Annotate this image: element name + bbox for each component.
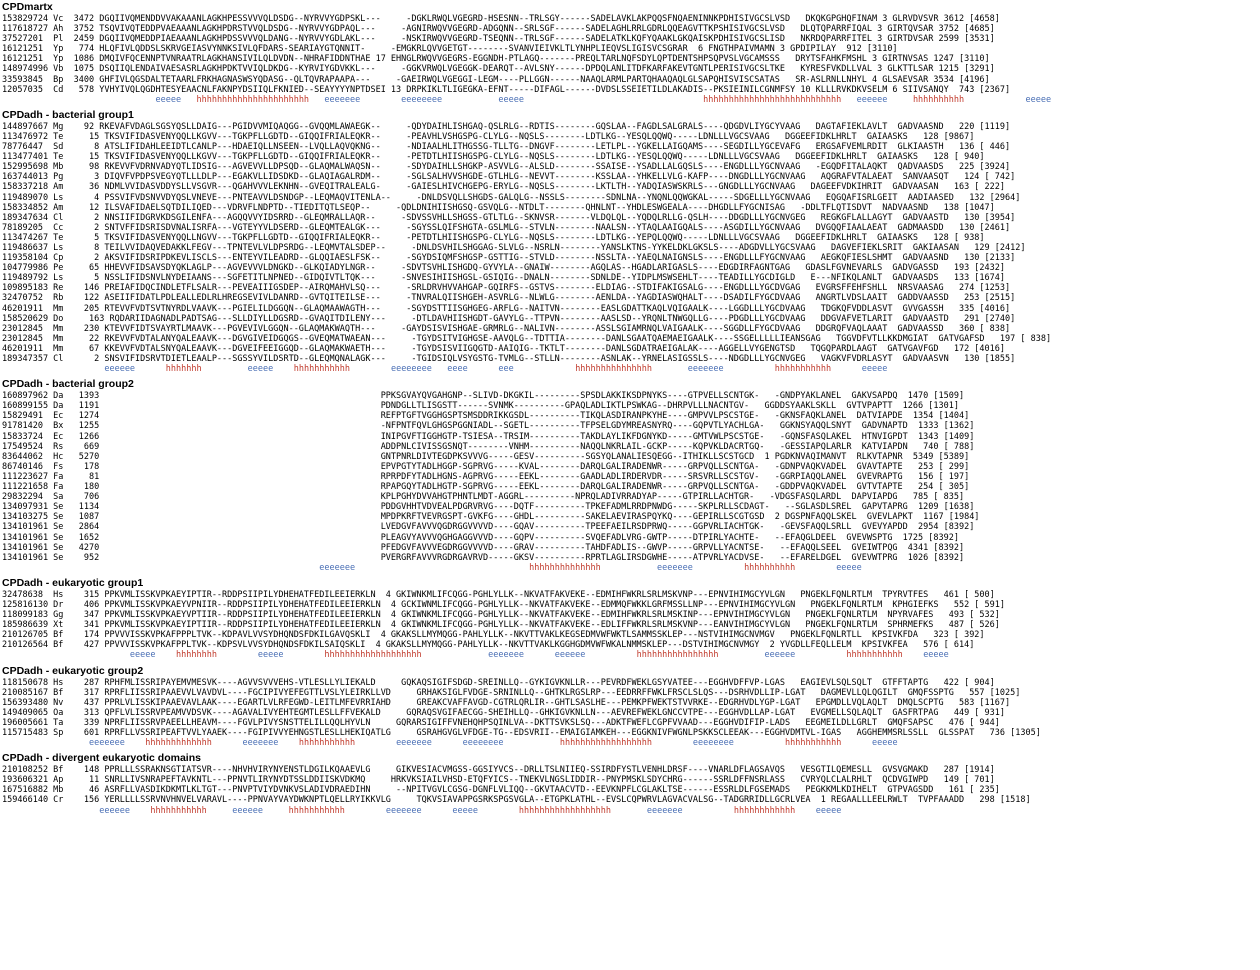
alignment-figure	[2, 1, 1258, 816]
alignment-row: 125816130 Dr 406 PPKVMLISSKVPKAEYVPNIIR--RDDPSIIPILYDHEHATFEDILEEIERKLN 4 GCKIWNMLIFCQGG-PGHLYLLK--NKVATFAKVEKE--EDMMQFWKKLGRFMSSLLNP---EPNVIHIMGCYVLGN PNGEKLFQNLRTLM KPHGIEFKS 552 [ 591]	[2, 599, 1006, 610]
alignment-row: 149409065 Oa 313 QPFLVLISSRVPEAMVVDSVK----AGAVALIVYEHTEGMTLESLLFFVEKALD GQRAQSVGIFAECGG-SHEIHLLQ--GHKIGVKNLLN---AEVREFWEKLGNCCVTPE---EGGHVDLLAP-LGAT EVGMELLSQLAQLT GASFRTPAG 449 [ 931]	[2, 707, 1006, 718]
alignment-row: 160899155 Da 1191 PDNDGLLTLISGSTT------SVNMK----------GPAQLADLIKTLPSWKAG--DHRPVLLLNACNTGV- GGDDSYAAKLSKLL GVTVPAPTT 1266 [1301]	[2, 401, 959, 412]
alignment-row: 193606321 Ap 11 SNRLLIVSNRAPEFTAVKNTL---PPNVTLIRYNYDTSSLDDIISKVDKMQ HRKVKSIAILVHSD-ETQFYICS--TNEKVLNGSLIDDIR--PNYPMSKLSDYCHRG------SSRLDFFNSRLASS CVRYQLCLALRHLT QCDVGIWPD 149 [ 701]	[2, 775, 995, 786]
group-title: CPDmartx	[2, 1, 53, 13]
alignment-row: 16121251 Yp 774 HLQFIVLQDDSLSKRVGEIASVYNNKSIVLQFDARS-SEARIAYGTQNNIT- -EMGKRLQVVGETGT--------SVANVIEIVKLTLYNHPLIEQVSLIGISVCSGRAR 6 FNGTHPAIVMAMN 3 GPDIPILAY 912 [3110]	[2, 44, 898, 55]
alignment-row: 158520629 Do 163 RQDARIIDAGNADLPADTSAG---SLLDIYLLDGSRD--GVAQITDILENY--- -DTLDAVHIISHGDT-GAVYLG--TTPVN--------AASLSD--YRQNLTNWGQLLG----PDGDLLLYGCDVAAG DDGVAFVETLARIT GADVAASTD 291 [2740]	[2, 313, 1016, 324]
alignment-row: 91781420 Bx 1255 -NFPNTFQVLGHGSPGGNIADL--SGETL----------TFPSELGDYMREASNYRQ----GQPVTLYACHLGA- GGKNSYAQQLSNYT GADVNAPTD 1333 [1362]	[2, 421, 975, 432]
alignment-row: 210085167 Bf 317 RPRFLIISSRIPAAEVVLVAVDVL----FGCIPIVYEFEGTTLVSLYLEIRKLLVD GRHAKSIGLFVDGE-SRNINLLQ--GHTKLRGSLRP---EEDRRFFWKLFRSCLSLQS---DSRHVDLLIP-LGAT DAGMEVLLQLQGILT GMQFSSPTG 557 [1025]	[2, 687, 1021, 698]
alignment-row: 118099183 Gg 347 PPKVMLISSKVPKAEYVPTIIR--RDDPSIIPILYDHEHATFEDILEEIERKLN 4 GKIWNKMLIFCQGG-PGHLYLLK--NKVATFAKVEKE--EDMIHFWKRLSRLMSKINP---EPNVIHIMGCYVLGN PNGEKLFQNLRTLM NPYRVAFES 493 [ 532]	[2, 610, 1000, 621]
alignment-row: 210108252 Bf 148 PPRLLLSSRAKNSGTIATSVR----NHVHVIRYNYENSTLDGILKQAAEVLG GIKVESIACVMGSS-GGSIYVCS--DRLLTSLNIIEQ-SSIRDFYSTLVENHLDRSF----VNARLDFLAGSAVQS VESGTILQEMESLL GVSVGMAKD 287 [1914]	[2, 765, 995, 776]
alignment-row: 196005661 Ta 339 NPRFLIISSRVPAEELLHEAVM----FGVLPIVYSNSTTELILLQQLHYVLN GQRARSIGIFFVNEHQHPSQINLVA--DKTTSVKSLSQ---ADKTFWEFLCGPFVVAAD---EGGHVDIFIP-LADS EEGMEILDLLGRLT GMQFSAPSC 476 [ 944]	[2, 717, 1000, 728]
alignment-row: 119358104 Cp 2 AKSVIFIDSRIPDKEVLISCLS---ENTEYVILEADRD--GLQQIAESLFSK-- -SGYDSIQMFSHGSP-GSTTIG--STVLD--------NSSLTA--YAEQLNAIGNSLS----ENGDLLLFYGCNVAAG AEGKQFIESLSHMT GADVAASND 130 [2133]	[2, 253, 1016, 264]
alignment-row: 167516882 Mb 46 ASRFLLVASDIKDKMTLKLTGT---PNVPTVIYDVNKVSLADIVDRAEDIHN --NPITVGVLCGSG-DGNFLVLIQQ--GKVTAACVTD--EEVKNPFLCGLAKLTSE------ESSRLDLFGSEMADS PEGKKMLKDIHELT GTPVAGSDD 161 [ 235]	[2, 785, 1000, 796]
alignment-row: 109895183 Re 146 PREIAFIDQCINDLETFLSALR---PEVEAIIIGSDEP--AIRQMAHVLSQ--- -SRLDRVHVVAHGAP-GQIRFS--GSTVS--------ELDIAG--STDIFAKIGSALG----ENGDLLLYGCDVGAG EVGRSFFEHFSHLL NRSVAASAG 274 [1253]	[2, 283, 1011, 294]
secondary-structure-row: eeeeeee hhhhhhhhhhhhh eeeeeee hhhhhhhhhhh eeeeeee eeeeeeee hhhhhhhhhhhhhhhhhh eeeeeeee hhhhhhhhhhh eeeee	[2, 738, 898, 749]
alignment-row: 15833724 Ec 1266 INIPGVFTIGGHGTP-TSIESA--TRSIM----------TAKDLAYLIKFDGNYKD-----GMTVWLPSCSTGE- -GQNSFASQLAKEL HTNVIGPDT 1343 [1409]	[2, 431, 975, 442]
alignment-row: 189347357 Cl 2 SNSVIFIDSRVTDIETLEAALP---SGSSYVILDSRTD--GLEQMQNALAGK--- -TGIDSIQLVSYGSTG-TVMLG--STLLN--------ASNLAK--YRNELASIGSSLS----NDGDLLLYGCNVGEG VAGKVFVDRLASYT GADVAASVN 130 [1855]	[2, 354, 1016, 364]
group-title: CPDadh - divergent eukaryotic domains	[2, 752, 201, 765]
alignment-row: 158337218 Am 36 NDMLVVIDASVDDYSLLVSGVR---QGAHVVVLEKNHN--GVEQITRALEALG- -GAIESLHIVCHGEPG-ERYLG--NQSLS--------LKTLTH--YADQIASWSKRLS---GNGDLLLYGCNVAAG DAGEEFVDKIHRIT GADVAASAN 163 [ 222]	[2, 182, 1006, 193]
secondary-structure-row: eeeeee hhhhhhh eeeee hhhhhhhhhhh eeeeeeee eeee eee hhhhhhhhhhhhhhh eeeeeee hhhhhhhhhhh eeeee	[2, 364, 888, 375]
secondary-structure-row: eeeee hhhhhhhh eeeee hhhhhhhhhhhhhhhhhhh eeeeeee eeeeee hhhhhhhhhhhhhhhh eeeeee hhhhhhhhhhh eeeee	[2, 650, 949, 661]
alignment-row: 12057035 Cd 578 YVHYIVQLQGDHTESYEAACNLFAKNPYDSIIQLFKNIED--SEAYYYYNPTDSEI 13 DRPKIKLTLIGEGKA-EFNT-----DIFAGL------DVDSLSSEIETILDLAKADIS--PKSIEINILCGNMFSY 10 KLLLRVKDKVSELM 6 SIIVSANQY 743 [2367]	[2, 84, 1011, 95]
alignment-row: 23012845 Mm 230 KTEVVFIDTSVAYRTLMAAVK---PGVEVIVLGGQN--GLAQMAKWAQTH--- -GAYDSISVISHGAE-GRMRLG--NALIVN--------ASSLSGIAMRNQLVAIGAALK----SGGDLLFYGCDVAAG DDGRQFVAQLAAAT GADVAASSD 360 [ 838]	[2, 323, 1011, 334]
alignment-row: 113477401 Te 15 TKSVIFIDASVENYQQLLKGVV---TGKPFLLGDTD--GIQQIFRIALEQKR-- -PETDTLHIISHGSPG-CLYLG--NQSLS--------LDTLKG--YESQLQQWQ-----LDNLLLVGCSVAAG DGGEEFIDKLHRLT GAIAASKS 128 [ 940]	[2, 152, 985, 163]
group-title: CPDadh - bacterial group2	[2, 378, 134, 391]
alignment-row: 32478638 Hs 315 PPKVMLISSKVPKAEYIPTIR--RDDPSIIPILYDHEHATFEDILEEIERKLN 4 GKIWNKMLIFCQGG-PGHLYLLK--NKVATFAKVEKE--EDMIHFWKRLSRLMSKVNP---EPNVIHIMGCYVLGN PNGEKLFQNLRTLM TPYRVTFES 461 [ 500]	[2, 589, 995, 600]
alignment-row: 17549524 Rs 669 ADDPNLCIVISSGSNQT--------VNHM----------NAQQLNKRLAIL-GCKP-----KQPVKLDACRTGQ- -GESSIAPQLARLR KATVIAPDN 740 [ 788]	[2, 441, 975, 452]
alignment-row: 29832294 Sa 706 KPLPGHYDVVAHGTPHNTLMDT-AGGRL----------NPRQLADIVRRADYAP-----GTPIRLLACHTGR- -VDGSFASQLARDL DAPVIAPDG 785 [ 835]	[2, 492, 965, 503]
alignment-row: 115715483 Sp 601 RPRFLLVSSRIPEAFTVVLYAAEK----FGIPIVVYEHNGSTLESLLHEKIQATLG GSRAHGVGLVFDGE-TG--EDSVRII--EMAIGIAMKEH---EGGKNIVFWGNLPSKKSCLEEAK---EGGHVDMTVL-IGAS AGGHEMMSRLSSLL GLSSPAT 736 [1305]	[2, 728, 1041, 738]
alignment-row: 134101961 Se 1652 PLEAGVYAVVVQGHGAGGVVVD----GQPV----------SVQEFADLVRG-GWTP-----DTPIRLYACHTE- --EFAQGLDEEL GVEVWSPTG 1725 [8392]	[2, 532, 959, 543]
alignment-row: 134097931 Se 1134 PDDGVHHTVDVEALPDGRVRVG----DQTF----------TPKEFADMLRRDPNWDG-----SKPLRLLSCDAGT- --SGLASDLSREL GAPVTAPRG 1209 [1638]	[2, 502, 975, 513]
group-title: CPDadh - eukaryotic group2	[2, 664, 144, 677]
secondary-structure-row: eeeee hhhhhhhhhhhhhhhhhhhhhh eeeeeee eeeeeeee eeeee hhhhhhhhhhhhhhhhhhhhhhhhhhh eeeeee hhhhhhhhhh eeeee	[2, 94, 1052, 105]
alignment-row: 111223627 Fa 81 RPRPDFYTADLHGNS-AGPRVG-----EEKL--------GAADLADLIRDERVDR-----SRSVRLLSCSTGV- -GGRPIAQQLANEL GVEVRAPTG 156 [ 197]	[2, 471, 970, 482]
alignment-row: 111221658 Fa 180 RPAPGQYTADLHGTP-SGPRVG-----EEKL--------DARQLGALIRADENWR-----GRPVQLLSCNTGA- -GDDPVAQKVADEL GVTVTAPTE 254 [ 305]	[2, 482, 970, 493]
alignment-row: 16121251 Yp 1086 DMQIVFQCENNPTVNRAATRLAGKHANSIVILQLDVDN--NHRAFIDDNTHAE 17 EHNGLRWQVVGEGRS-EGGNDH-PTLAGQ-------PREQLTARLNQFSDYLQPTDENTSHPSQPVSLVGCAMSSS DRYTSFAHKFMSHL 3 GIRTNVSAS 1247 [3110]	[2, 54, 990, 65]
alignment-row: 153829724 Vc 3472 DGQIIVQMENDDVVAKAAANLAGKHPESSVVVQLDSDG--NYRVVYGDPSKL--- -DGKLRWQLVGEGRD-HSESNN--TRLSGY------SADELAVKLAKPQQSFNQAENINNKPDHISIVGCSLVSD DKQKGPGHQFINAM 3 GLRVDVSVR 3612 [4658]	[2, 14, 1000, 24]
alignment-row: 78189205 Cc 2 SNTVFFIDSRISDVNALISRFA---VGTEYYVLDSERD--GLEQMTEALGK--- -SGYSSLQIFSHGTA-GSLMLG--STVLN--------NAALSN--YTAQLAAIGQALS----ASGDILLYGCNVAAG DVGQQFIAALAEAT GADMAASDD 130 [2461]	[2, 222, 1011, 233]
alignment-row: 32470752 Rb 122 ASEIIFIDATLPDLEALLEDLRLHREGSEVIVLDANRD--GVTQITEILSE--- -TNVRALQIISHGEH-ASVRLG--NLWLG--------AENLDA--YAGDIASWQHALT----DSADILFYGCDVAAG ANGRTLVDSLAAIT GADDVAASSD 253 [2515]	[2, 293, 1016, 304]
alignment-row: 160897962 Da 1393 PPKSGVAYQVGAHGNP--SLIVD-DKGKIL---------SPSDLAKKIKSDPNYKS----GTPVELLSCNTGK- -GNDPYAKLANEL GAKVSAPDQ 1470 [1509]	[2, 391, 965, 402]
alignment-row: 37527201 Pl 2459 DGQIIVQMEDDPIAEAAANLAGKHPDSSVVVQLDANG--NYRVVYGDLAKL--- -NSKIRWQVVGEGRD-TSEQNN--TRLSGF------SADELATKLKQFYQAAKLGKQAISKPDHISIVGCSLISD NKRDQPARRFITEL 3 GIRTDVSAR 2599 [3531]	[2, 34, 995, 45]
alignment-row: 46201911 Mm 67 KKEVVFVDTALSNYQALEAAVK---DGVEIFEEIGGQD--GLAQMAKWAETH--- -TGYDSISVIIGQGTD-AAIQIG--TKTLT--------DANLSGDATRAEIGALAK----AGGELLVYGENGTSD TQGQPARDLAAGT GATVGAVFGD 172 [4016]	[2, 343, 1006, 354]
secondary-structure-row: eeeeee hhhhhhhhhhh eeeeee hhhhhhhhhhh eeeeeee eeeee hhhhhhhhhhhhhhhhhh eeeeeee hhhhhhhhhhhh eeeee	[2, 805, 842, 816]
alignment-row: 134101961 Se 4270 PFEDGVFAVVVEGDRGGVVVVD----GRAV----------TAHDFADLIS--GWVP-----GRPVLLYACNTSE- --EFAQQLSEEL GVEIWTPQG 4341 [8392]	[2, 542, 965, 553]
group-title: CPDadh - bacterial group1	[2, 108, 134, 121]
alignment-row: 156393480 Nv 437 PPRLVLISSKIPAAEVAVLAAK----EGARTLVLRFEGWD-LEITLMFEVRRIAHD GREAKCVAFFAVGD-CGTRLQRLIR--GHTLSASLHE---PEMKPFWEKTSTVVRKE--EDGRHVDLYGP-LGAT EPGMDLLVQLAQLT DMQLSCPTG 583 [1167]	[2, 697, 1011, 708]
alignment-row: 163744013 Pg 3 DIQVFVPDPSVEGYQTLLLDLP---EGAKVLLIDSDKD--GLAQIAGALRDM-- -SGLSALHVVSHGDE-GTLHLG--NEVVT--------KSSLAA--YHKELLVLG-KAFP----DNGDLLLYGCNVAAG AQGRAFVTALAEAT SANVAASQT 124 [ 742]	[2, 172, 1016, 183]
alignment-row: 210126564 Bf 427 PPVVVISSKVPKAFPPLTVK--KDPSVLVVSYDHQNDSFDKILSAIQSKLI 4 GKAKSLLMYMQGG-PAHLYLLK--NKVTTVAKLKGGHGDMVWFWKALNMMSKLEP---DSTVIHIMGCNVMGY 2 YVGDLLFEQLLELM KPSIVKFEA 576 [ 614]	[2, 640, 975, 651]
alignment-row: 15829491 Ec 1274 REFPTGFTVGGHGSPTSMSDDRIKKGSDL----------TIKQLASDIRANPKYHE----GMPVVLPSCSTGE- -GKNSFAQKLANEL DATVIAPDE 1354 [1404]	[2, 411, 970, 422]
alignment-row: 46201911 Mm 205 RTEVVFVDTSVTNYRDLVAAVK---PGIELILDGGQN--GLAQMAAWAGTH--- -SGYDSTTIISGHGEG-ARFLG--NAITVN--------EASLGDATTKAQLVQIGAALK----LGGDLLLYGCDVAAG TDGKQFVDDLASVT GVVGASSH 335 [4016]	[2, 303, 1011, 314]
alignment-row: 134101961 Se 2864 LVEDGVFAVVVQGDRGGVVVVD----GQAV----------TPEEFAEILRSDPRWQ-----GGPVRLIACHTGK- -GEVSFAQQLSRLL GVEVYAPDD 2954 [8392]	[2, 522, 975, 533]
alignment-row: 210126705 Bf 174 PPVVVISSKVPKAFPPPLTVK--KDPAVLVVSYDHQNDSFDKILGAVQSKLI 4 GKAKSLLMYMQGG-PAHLYLLK--NKVTTVAKLKEGSEDMVWFWKTLSAMMSSKLEP---NSTVIHIMGCNVMGV PNGEKLFQNLRTLL KPSIVKFDA 323 [ 392]	[2, 630, 985, 641]
alignment-row: 158334852 Am 12 ILSVAFIDAELSQTDILIQED---VDRVFLNDPTD--TIEDITQTLSEQP-- -QDLDNIHIISHGSQ-GSVQLG--NTDLT--------QHNLNT--YHDLESWGEALA----DHGDLLFYGCNISAG -DDLTFLQTISDVT NADVAASND 138 [1047]	[2, 202, 995, 213]
alignment-row: 119489070 Ls 4 PSSVIFVDSNVVDYQSLVNEVE---PNTEAVVLDSNDGP--LEQMAQVITENLA-- -DNLDSVQLLSHGDS-GALQLG--NSSLS--------SDNLNA--YNQNLQQWGKAL-----SDGELLLYGCNVAAG EQGQAFISRLGEIT AADIAASED 132 [2964]	[2, 192, 1021, 203]
alignment-row: 104779986 Pe 65 HHEVVFIDSAVSDYQKLAGLP---AGVEVVVLDNGKD--GLKQIADYLNGR-- -SDVTSVHLISHGDQ-GYVYLA--GNAIW--------AGQLAS--HGADLARIGASLS----EDGDIRFAGNTGAG GDASLFGVNEVARLS GADVGASSD 193 [2432]	[2, 263, 1006, 274]
alignment-row: 134101961 Se 952 PVERGRFAVVVRGDRGAVRVD-----GKSV----------RPRTLAGLIRSDGWHE-----ATPVRLYACDVSE- --EFARELDGEL GVEVWTPRG 1026 [8392]	[2, 552, 965, 563]
alignment-row: 86740146 Fs 178 EPVPGTYTADLHGGP-SGPRVG-----KVAL--------DARQLGALIRADENWR-----GRPVQLLSCNTGA- -GDNPVAQKVADEL GVAVTAPTE 253 [ 299]	[2, 461, 970, 472]
alignment-row: 33593845 Bp 3400 GHFIVLQGSDALTETAARLFRKHAGNASWSYQDASG--QLTQVRAPAAPA--- -GAEIRWQLVGEGGI-LEGM----PLLGGN------NAAQLARMLPARTQHAAQAQLGLSAPQHISVISCSATAS SR-ASLRNLLNHYL 4 GLSAEVSAR 3534 [4196]	[2, 74, 990, 85]
alignment-row: 152995698 Mb 98 RKEVVFVDRNVADYQTLIDSIG---AGVEVVLLDPSQD--GLAQMALWAQSN-- -SDYDAIHLLSHGKP-ASVVLG--ALSLD--------SSAISE--YSADLLALGQSLS----ENGDLLLYGCNVAAG -EGQDFITALAQKT QADVAASDS 225 [3924]	[2, 162, 1011, 173]
alignment-row: 119486637 Ls 8 TEILVVIDAQVEDAKKLFEGV---TPNTEVLVLDPSRDG--LEQMVTALSDEP-- -DNLDSVHILSHGGAG-SLVLG--NSRLN--------YANSLKTNS-YYKELDKLGKSLS----ADGDVLLYGCSVAAG DAGVEFIEKLSRIT GAKIAASAN 129 [2412]	[2, 242, 1026, 253]
alignment-row: 144897667 Mg 92 RKEVAFVDAGLSGSYQSLLDAIG---PGIDVVMIQAQGG--GVQQMLAWAEGK-- -QDYDAIHLISHGAQ-QSLRLG--RDTIS--------GQSLAA--FAGDLSALGRALS----QDGDVLIYGCYVAAG DAGTAFIEKLAVLT GADVAASND 220 [1119]	[2, 121, 1011, 132]
alignment-row: 118150678 Hs 287 RPHFMLISSRIPAYEMVMESVK----AGVVSVVVEHS-VTLESLLYLIEKALD GQKAQSIGIFSDGD-SREINLLQ--GYKIGVKNLLR---PEVRDFWEKLGSYVATEE---EGGHVDFFVP-LGAS EAGIEVLSQLSQLT GTFFTAPTG 422 [ 904]	[2, 677, 995, 688]
alignment-row: 159466140 Cr 156 YERLLLLSSRVNVHNVELVARAVL----PPNVAYVAYDWKNPTLQELLRYIKKVLG TQKVSIAVAPPGSRKSPGSVGLA--ETGPKLATHL--EVSLCQPWRVLAGVACVALSG--TADGRRIDLLGCRLVEA 1 REGAALLLEELRWLT TVPFAAADD 298 [1518]	[2, 795, 1031, 806]
alignment-row: 78776447 Sd 8 ATSLIFIDAHLEEIDTLCANLP---HDAEIQLLNSEEN--LVQLLAQVQKNG-- -NDIAALHLITHGSSG-TLLTG--DNGVF--------LETLPL--YGKELLAIGQAMS----SEGDILLYGCEVAFG ERGSAFVEMLRDIT GLKIAASTH 136 [ 446]	[2, 142, 1011, 153]
group-title: CPDadh - eukaryotic group1	[2, 576, 144, 589]
alignment-row: 189347634 Cl 2 NNSIIFIDGRVKDSGILENFA---AGQQVVYIDSRRD--GLEQMRALLAQR-- -SDVSSVHLLSHGSS-GTLTLG--SKNVSR-------VLDQLQL--YQDQLRLLG-QSLH----DDGDLLLYGCNVGEG REGKGFLALLAGYT GADVAASTD 130 [3954]	[2, 212, 1016, 223]
alignment-row: 119489792 Ls 5 NSSLIFIDSNVLNYDEIAANS---SGFETITLNPNED--GIDQIVTLTQK--- -SNVESIHIISHGSL-GSIQIG--DNALN--------SDNLDE--YIDPLMSWSEHLT----TEADILLYGCDIGLD E---NFIKQLANLT GADVAASDS 133 [1674]	[2, 273, 1006, 284]
alignment-row: 83644062 Hc 5270 GNTPNRLDIVTEGDPKSVVVG-----GESV----------SGSYQLANALIESQEGG--ITHIKLLSCSTGCD 1 PGDKNVAQIMANVT RLKVTAPNR 5349 [5389]	[2, 451, 970, 462]
alignment-row: 113476972 Te 15 TKSVIFIDASVENYQQLLKGVV---TGKPFLLGDTD--GIQQIFRIALEQKR-- -PEAVHLVSHGSPG-CLYLG--NQSLS--------LDTLKG--YESQLQQWQ-----LDNLLLVGCSVAAG DGGEEFIDKLHRLT GAIAASKS 128 [9867]	[2, 131, 975, 142]
alignment-row: 148974996 Vb 1075 DSQIIQLENDAIVAESASRLAGKHPDKTVVIQLDKDG--KYRVIYGDVKKL--- -GGKVRWQLVGEGGK-DEARQT--AVLSNY------DPDQLANLITDFKARFAKEVTGNTLPERISIVGCSLTKE KYRESFVKDLLVAL 3 GLKTTLSAR 1215 [3291]	[2, 64, 995, 75]
alignment-row: 185986639 Xt 341 PPKVMLISSKVPKAEYIPTIIR--RDDPSIIPILYDHEHATFEDILEEIERKLN 4 GKIWNKMLIFCQGG-PGHLYLLK--NKVATFAKVEKE--EDLIFFWKRLSRLMSKVNP---EANVIHIMGCYVLGN PNGEKLFQNLRTLM SPHRMEFKS 487 [ 526]	[2, 620, 1000, 631]
alignment-row: 134103275 Se 1087 MPDPKRFTVEVRGSPT-GVKFG----GHDL----------SAKELAEVIRASPQYKQ----GEPIRLLSCGTGSD 2 DGSPNFAQQLSKEL GVEVLAPKT 1167 [1984]	[2, 512, 980, 523]
alignment-row: 117618727 Ah 3752 TSQVIVQTEDDPVAEAAANLAGKHPDRSTVVQLDSDG--NYRVVYGDPAQL--- -AGNIRWQVVGEGRD-ADGQNN--SRLSGF------SADELAGHLRRLGDRLQQEAGVTTKPSHISIVGCSLVSD DLQTQPARRFIQAL 3 GIRTQVSAR 3752 [4685]	[2, 24, 995, 35]
alignment-row: 23012845 Mm 22 RKEVVFVDTALANYQALEAAVK---DGVGIVEIDGQGS--GVEQMATWAEAN--- -TGYDSITVIGHGSE-AAVQLG--TDTTIA--------DANLSGAATQAEMAEIGAALK----SSGELLLLLIEANSGAG TGGVDFVTLLKKDMGIAT GATVGAFSD 197 [ 838]	[2, 333, 1052, 344]
alignment-row: 113474267 Te 5 TKSVIFIDASVENYQQLLNGVV---TGKPFLLGDTD--GIQQIFRIALEQKR-- -PETDTLHIISHGSPG-CLYLG--NQSLS--------LDTLKG--YEPQLQQWQ-----LDNLLLVGCSVAAG DGGEEFIDKLHRLT GAIAASKS 128 [ 938]	[2, 232, 985, 243]
secondary-structure-row: eeeeeee hhhhhhhhhhhhhh eeeeeee hhhhhhhhhh eeeee	[2, 562, 862, 573]
